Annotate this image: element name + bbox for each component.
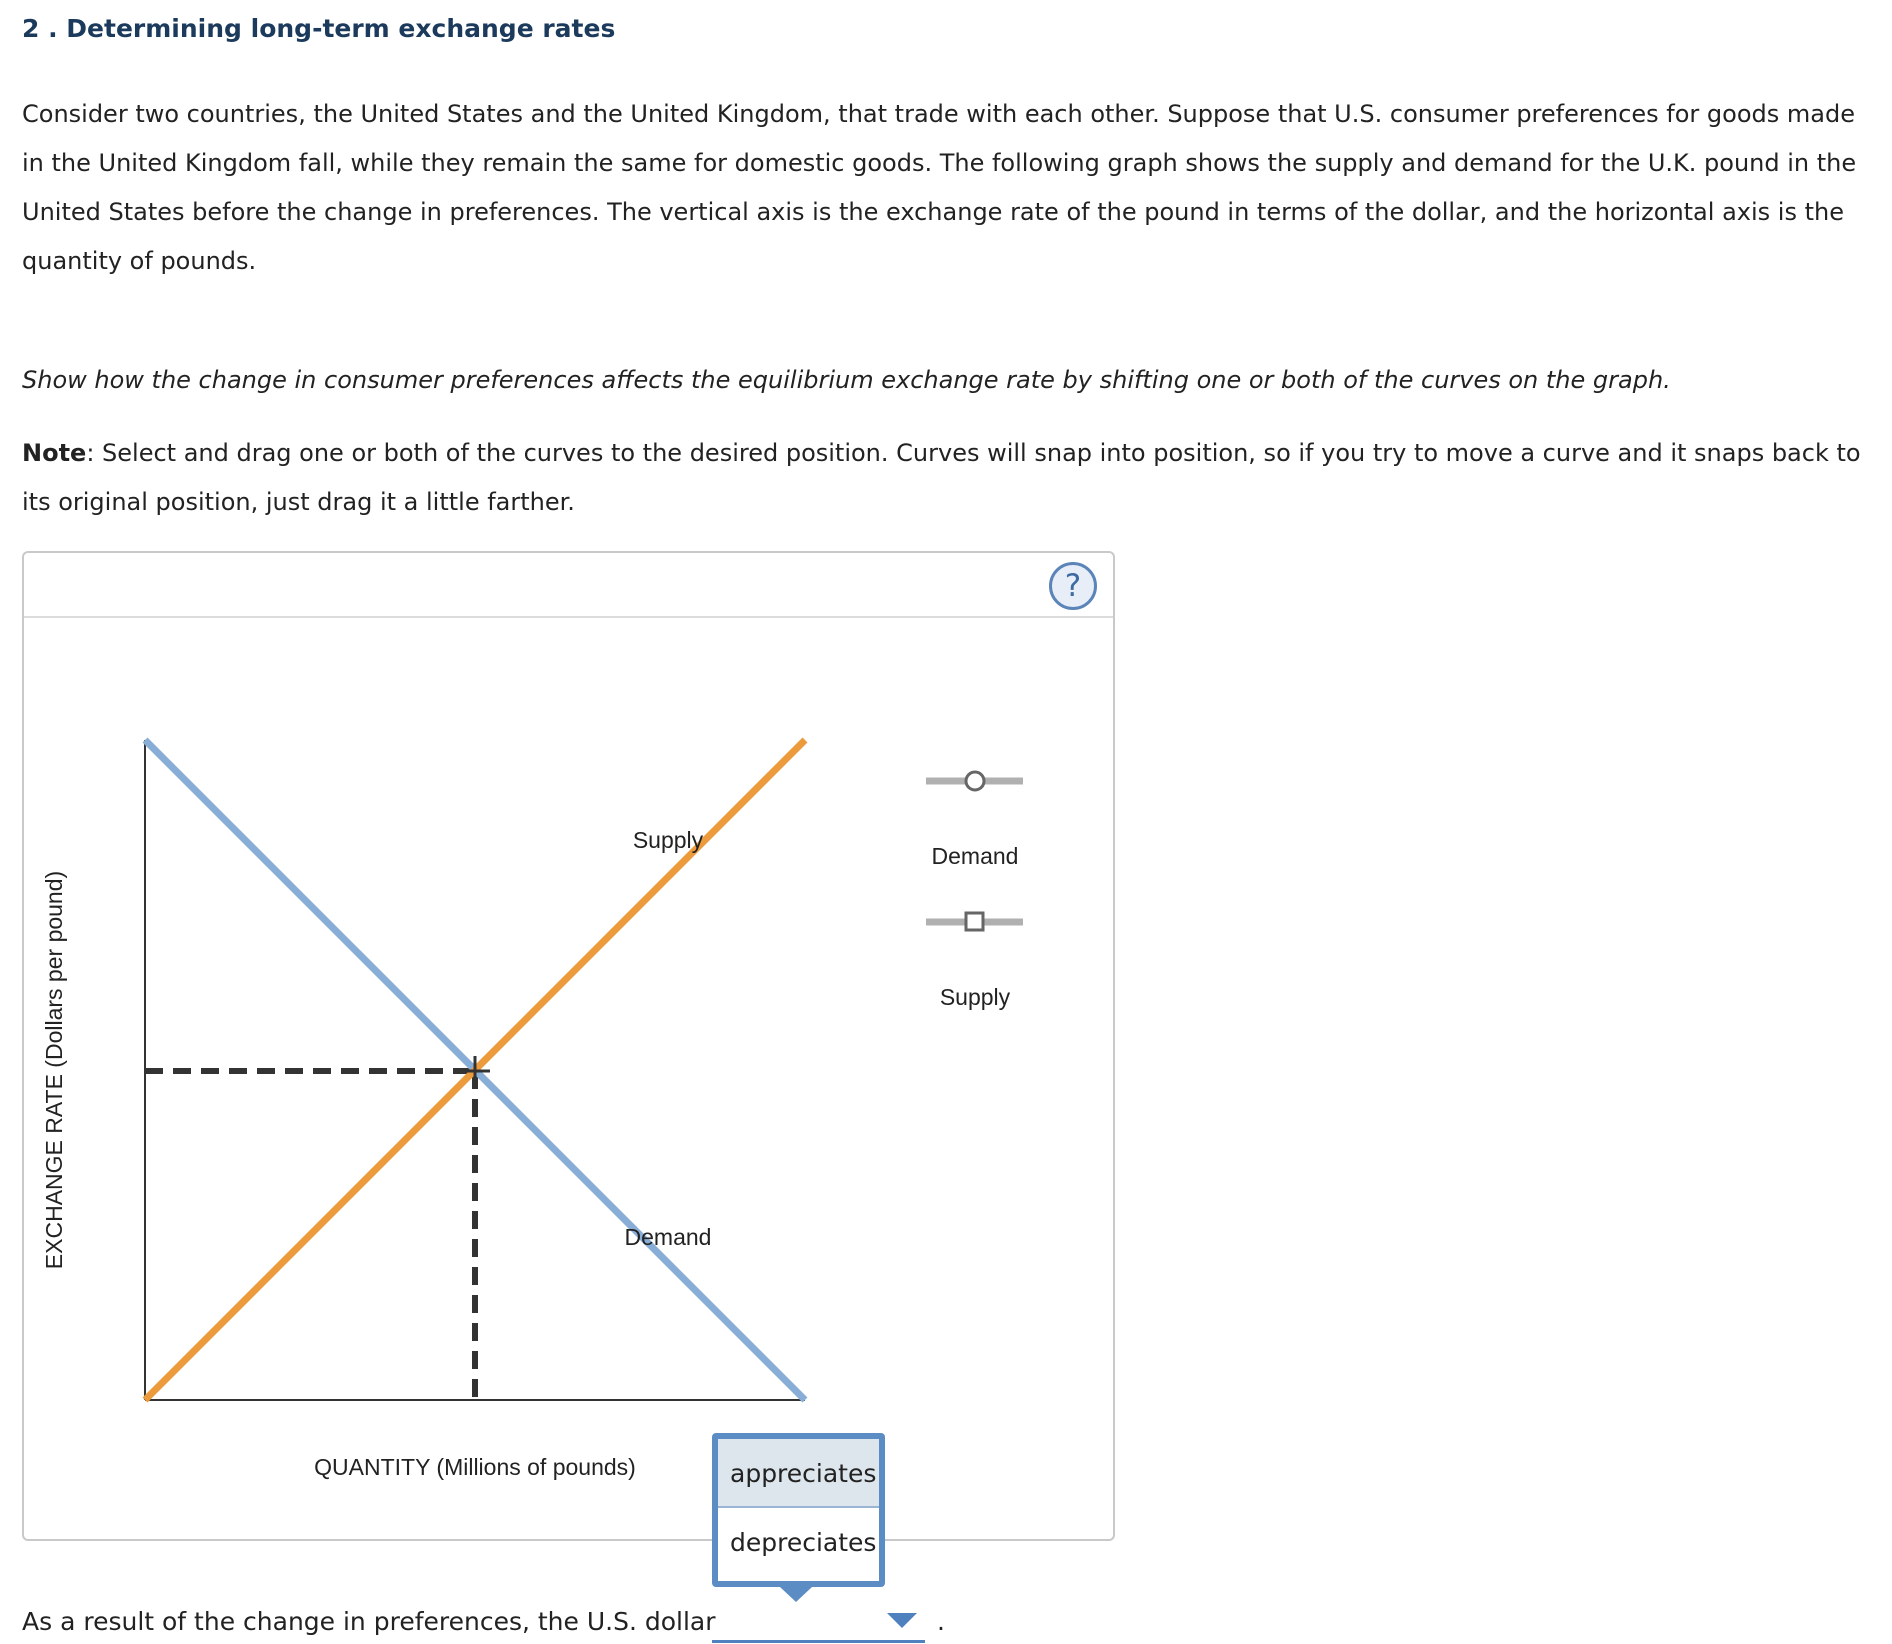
question-note xyxy=(22,429,1862,527)
help-icon[interactable]: ? xyxy=(1049,562,1097,610)
dropdown-option-depreciates[interactable]: depreciates xyxy=(718,1508,879,1577)
question-intro: Consider two countries, the United States and the United Kingdom, that trade with each other. Suppose that U.S. consumer preferences for goods made in the United Kingdom fall, while they remain the same for domestic goods. The following graph shows the supply and demand for the U.K. pound in the United States before the change in preferences. The vertical axis is the exchange rate of the pound in terms of the dollar, and the horizontal axis is the quantity of pounds. xyxy=(22,100,1857,275)
note-label: Note xyxy=(22,439,87,467)
question-instruction: Show how the change in consumer preferences affects the equilibrium exchange rate by shifting one or both of the curves on the graph. xyxy=(22,366,1671,394)
graph-panel xyxy=(22,551,1115,1541)
answer-sentence: As a result of the change in preferences, the U.S. dollar xyxy=(22,1607,716,1636)
dropdown-arrow-icon xyxy=(887,1613,917,1628)
dollar-change-select[interactable] xyxy=(712,1601,925,1643)
square-marker-icon xyxy=(966,913,983,930)
circle-marker-icon xyxy=(966,772,984,790)
dropdown-option-appreciates[interactable]: appreciates xyxy=(718,1439,879,1508)
note-text: : Select and drag one or both of the curves to the desired position. Curves will snap into position, so if you try to move a curve and it snaps back to its original position, just drag it a little farther. xyxy=(22,439,1861,516)
answer-period: . xyxy=(937,1607,945,1636)
question-title: 2 . Determining long-term exchange rates xyxy=(22,14,616,43)
demand-curve-label: Demand xyxy=(624,1224,712,1250)
legend-demand-label: Demand xyxy=(931,843,1019,869)
y-axis-label: EXCHANGE RATE (Dollars per pound) xyxy=(41,870,67,1270)
graph-panel-header xyxy=(24,553,1113,618)
dropdown-pointer-icon xyxy=(780,1587,812,1602)
legend-supply-label: Supply xyxy=(939,984,1011,1010)
dollar-dropdown-menu xyxy=(712,1433,885,1587)
x-axis-label: QUANTITY (Millions of pounds) xyxy=(314,1454,636,1480)
supply-curve-label: Supply xyxy=(632,827,704,853)
